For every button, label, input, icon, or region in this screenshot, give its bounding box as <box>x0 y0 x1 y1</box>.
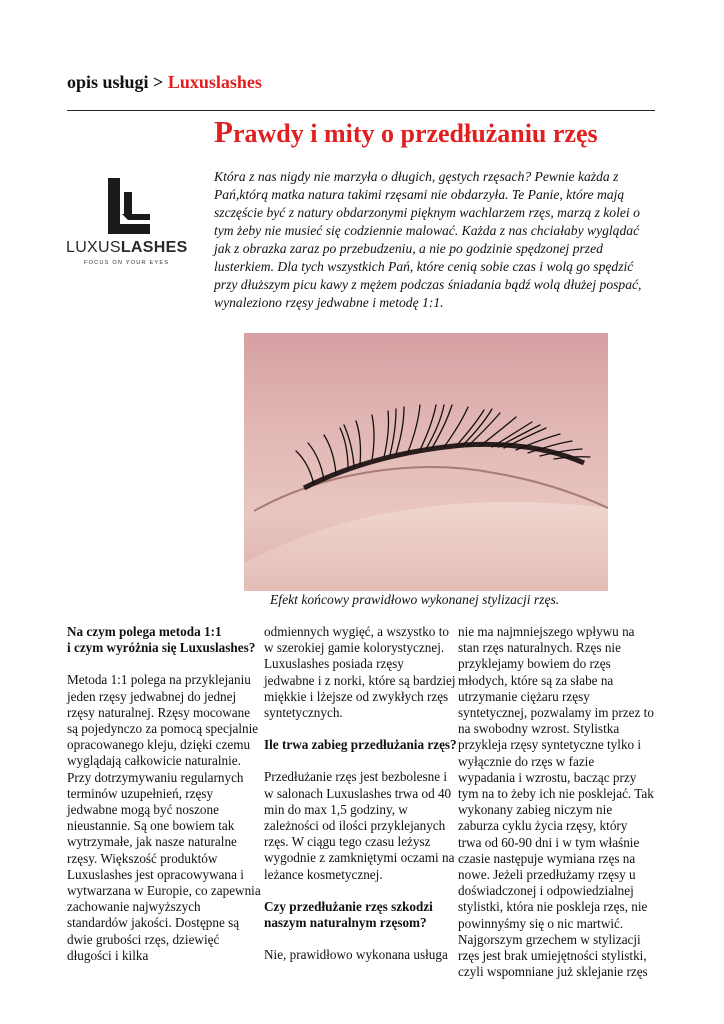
photo-caption: Efekt końcowy prawidłowo wykonanej stylizacji rzęs. <box>270 592 560 607</box>
body-line: jedwabne i z norki, które są bardziej <box>264 672 456 688</box>
body-paragraph: Nie, prawidłowo wykonana usługa <box>264 947 448 963</box>
column-1 <box>67 624 262 964</box>
body-paragraph: Przedłużanie rzęs jest bezbolesne i w salonach Luxuslashes trwa od 40 min do max 1,5 godziny, w zależności od ilości przyklejanych rzęs. W ciągu tego czasu leżysz wygodnie z zamkniętymi oczami na leżance kosmetycznej. <box>264 769 455 882</box>
logo-mark-icon <box>108 178 150 234</box>
body-paragraph: Metoda 1:1 polega na przyklejaniu jeden rzęsy jedwabnej do jednej rzęsy naturalnej. Rzęsy mocowane są pojedynczo za pomocą specjalnie opracowanego kleju, dzięki czemu wyglądają całkowicie naturalnie. Przy dotrzymywaniu regularnych terminów uzupełnień, rzęsy jedwabne mogą być noszone nieustannie. Są one bowiem tak wytrzymałe, jak nasze naturalne rzęsy. Większość produktów Luxuslashes jest opracowywana i wytwarzana w Europie, co zapewnia zachowanie najwyższych standardów jakości. Dostępne są dwie grubości rzęs, dziewięć długości i kilka <box>67 672 261 963</box>
luxuslashes-logo <box>66 178 202 268</box>
intro-paragraph: Która z nas nigdy nie marzyła o długich, gęstych rzęsach? Pewnie każda z Pań,którą matka natura takimi rzęsami nie obdarzyła. Te Panie, które mają szczęście być z natury obdarzonymi pięknym wachlarzem rzęs, marzą z kolei o tym żeby nie musieć się codziennie malować. Każda z nas chciałaby wyglądać jak z obrazka zaraz po przebudzeniu, a nie po godzinie spędzonej przed lusterkiem. Dla tych wszystkich Pań, które cenią sobie czas i wolą go spędzić przy dłuższym picu kawy z mężem podczas śniadania bądź wolą dłużej pospać, wynaleziono rzęsy jedwabne i metodę 1:1. <box>214 169 642 310</box>
eyelash-photo <box>244 333 608 591</box>
breadcrumb-brand[interactable]: Luxuslashes <box>167 72 262 92</box>
section-heading: i czym wyróżnia się Luxuslashes? <box>67 640 256 656</box>
title-first-letter: P <box>214 114 233 149</box>
section-heading: Ile trwa zabieg przedłużania rzęs? <box>264 737 457 753</box>
column-2 <box>264 624 458 963</box>
body-paragraph: miękkie i lżejsze od zwykłych rzęs syntetycznych. <box>264 688 449 721</box>
section-heading: Czy przedłużanie rzęs szkodzi naszym naturalnym rzęsom? <box>264 898 433 931</box>
header-divider <box>67 110 655 111</box>
page-title <box>214 114 598 150</box>
breadcrumb <box>67 72 262 93</box>
body-line: młodych, które są za słabe na <box>458 672 614 688</box>
column-3 <box>458 624 654 980</box>
title-rest: rawdy i mity o przedłużaniu rzęs <box>232 119 598 148</box>
section-heading: Na czym polega metoda 1:1 <box>67 624 222 639</box>
body-paragraph: odmiennych wygięć, a wszystko to w szerokiej gamie kolorystycznej. Luxuslashes posiada rzęsy <box>264 624 449 672</box>
svg-text:FOCUS ON YOUR EYES: FOCUS ON YOUR EYES <box>84 260 170 266</box>
svg-text:LUXUSLASHES: LUXUSLASHES <box>66 239 188 256</box>
body-paragraph: nie ma najmniejszego wpływu na stan rzęs naturalnych. Rzęs nie przyklejamy bowiem do rzęs <box>458 624 635 672</box>
body-paragraph: utrzymanie ciężaru rzęsy syntetycznej, pozwalamy im przez to na swobodny wzrost. Stylistka przykleja rzęsy syntetyczne tylko i wyłącznie do rzęs w fazie wypadania i wzrostu, bacząc przy tym na to żeby ich nie posklejać. Tak wykonany zabieg niczym nie zaburza cyklu życia rzęsy, który trwa od 60-90 dni i w tym właśnie czasie następuje wymiana rzęs na nowe. Jeżeli przedłużamy rzęsy u doświadczonej i odpowiedzialnej stylistki, która nie poskleja rzęs, nie powinnyśmy się o nic martwić. Najgorszym grzechem w stylizacji rzęs jest brak umiejętności stylistki, czyli wspomniane już sklejanie rzęs <box>458 688 654 980</box>
breadcrumb-prefix: opis usługi > <box>67 72 164 92</box>
